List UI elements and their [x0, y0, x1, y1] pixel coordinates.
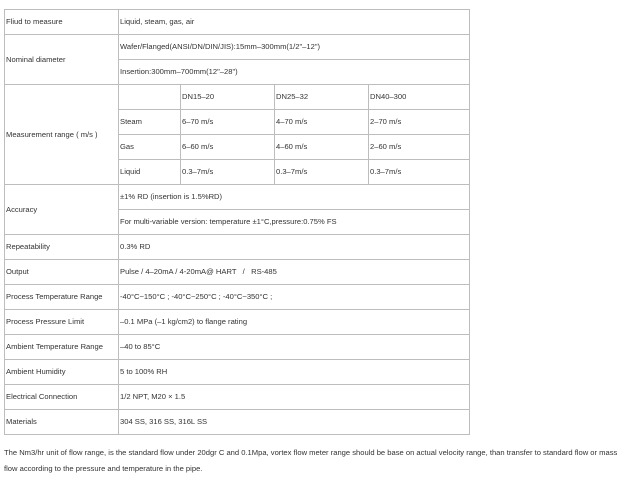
range-header-dn25: DN25–32: [275, 85, 369, 110]
steam-dn40: 2–70 m/s: [369, 110, 470, 135]
output-value: Pulse / 4–20mA / 4-20mA@ HART / RS-485: [119, 260, 470, 285]
steam-dn15: 6–70 m/s: [181, 110, 275, 135]
materials-label: Materials: [5, 410, 119, 435]
process-temperature-label: Process Temperature Range: [5, 285, 119, 310]
materials-value: 304 SS, 316 SS, 316L SS: [119, 410, 470, 435]
row-nominal-diameter: [5, 35, 470, 60]
medium-steam: Steam: [119, 110, 181, 135]
nominal-diameter-label: Nominal diameter: [5, 35, 119, 85]
row-process-temperature: [5, 285, 470, 310]
row-electrical-connection: [5, 385, 470, 410]
accuracy-value-1: ±1% RD (insertion is 1.5%RD): [119, 185, 470, 210]
row-materials: [5, 410, 470, 435]
range-header-dn15: DN15–20: [181, 85, 275, 110]
process-temperature-value: -40°C~150°C ; -40°C~250°C ; -40°C~350°C ;: [119, 285, 470, 310]
row-repeatability: [5, 235, 470, 260]
process-pressure-value: –0.1 MPa (–1 kg/cm2) to flange rating: [119, 310, 470, 335]
gas-dn25: 4–60 m/s: [275, 135, 369, 160]
electrical-connection-label: Electrical Connection: [5, 385, 119, 410]
gas-dn15: 6–60 m/s: [181, 135, 275, 160]
process-pressure-label: Process Pressure Limit: [5, 310, 119, 335]
range-header-blank: [119, 85, 181, 110]
nominal-wafer-value: Wafer/Flanged(ANSI/DN/DIN/JIS):15mm–300mm(1/2"–12"): [119, 35, 470, 60]
measurement-range-label: Measurement range ( m/s ): [5, 85, 119, 185]
accuracy-value-2: For multi-variable version: temperature ±1°C,pressure:0.75% FS: [119, 210, 470, 235]
medium-liquid: Liquid: [119, 160, 181, 185]
row-output: [5, 260, 470, 285]
repeatability-label: Repeatability: [5, 235, 119, 260]
steam-dn25: 4–70 m/s: [275, 110, 369, 135]
liquid-dn25: 0.3–7m/s: [275, 160, 369, 185]
liquid-dn40: 0.3–7m/s: [369, 160, 470, 185]
liquid-dn15: 0.3–7m/s: [181, 160, 275, 185]
accuracy-label: Accuracy: [5, 185, 119, 235]
row-process-pressure: [5, 310, 470, 335]
spec-table: [4, 9, 470, 435]
electrical-connection-value: 1/2 NPT, M20 × 1.5: [119, 385, 470, 410]
footnote: The Nm3/hr unit of flow range, is the standard flow under 20dgr C and 0.1Mpa, vortex flow meter range should be base on actual velocity range, than transfer to standard flow or mass flow according to the pressure and temperature in the pipe.: [4, 448, 618, 473]
nominal-insertion-value: Insertion:300mm–700mm(12"–28"): [119, 60, 470, 85]
row-accuracy-1: [5, 185, 470, 210]
row-fluid: [5, 10, 470, 35]
ambient-humidity-value: 5 to 100% RH: [119, 360, 470, 385]
ambient-humidity-label: Ambient Humidity: [5, 360, 119, 385]
range-header-dn40: DN40–300: [369, 85, 470, 110]
ambient-temperature-label: Ambient Temperature Range: [5, 335, 119, 360]
output-label: Output: [5, 260, 119, 285]
ambient-temperature-value: –40 to 85°C: [119, 335, 470, 360]
row-ambient-temperature: [5, 335, 470, 360]
fluid-label: Fliud to measure: [5, 10, 119, 35]
row-range-header: [5, 85, 470, 110]
row-ambient-humidity: [5, 360, 470, 385]
fluid-value: Liquid, steam, gas, air: [119, 10, 470, 35]
medium-gas: Gas: [119, 135, 181, 160]
repeatability-value: 0.3% RD: [119, 235, 470, 260]
gas-dn40: 2–60 m/s: [369, 135, 470, 160]
